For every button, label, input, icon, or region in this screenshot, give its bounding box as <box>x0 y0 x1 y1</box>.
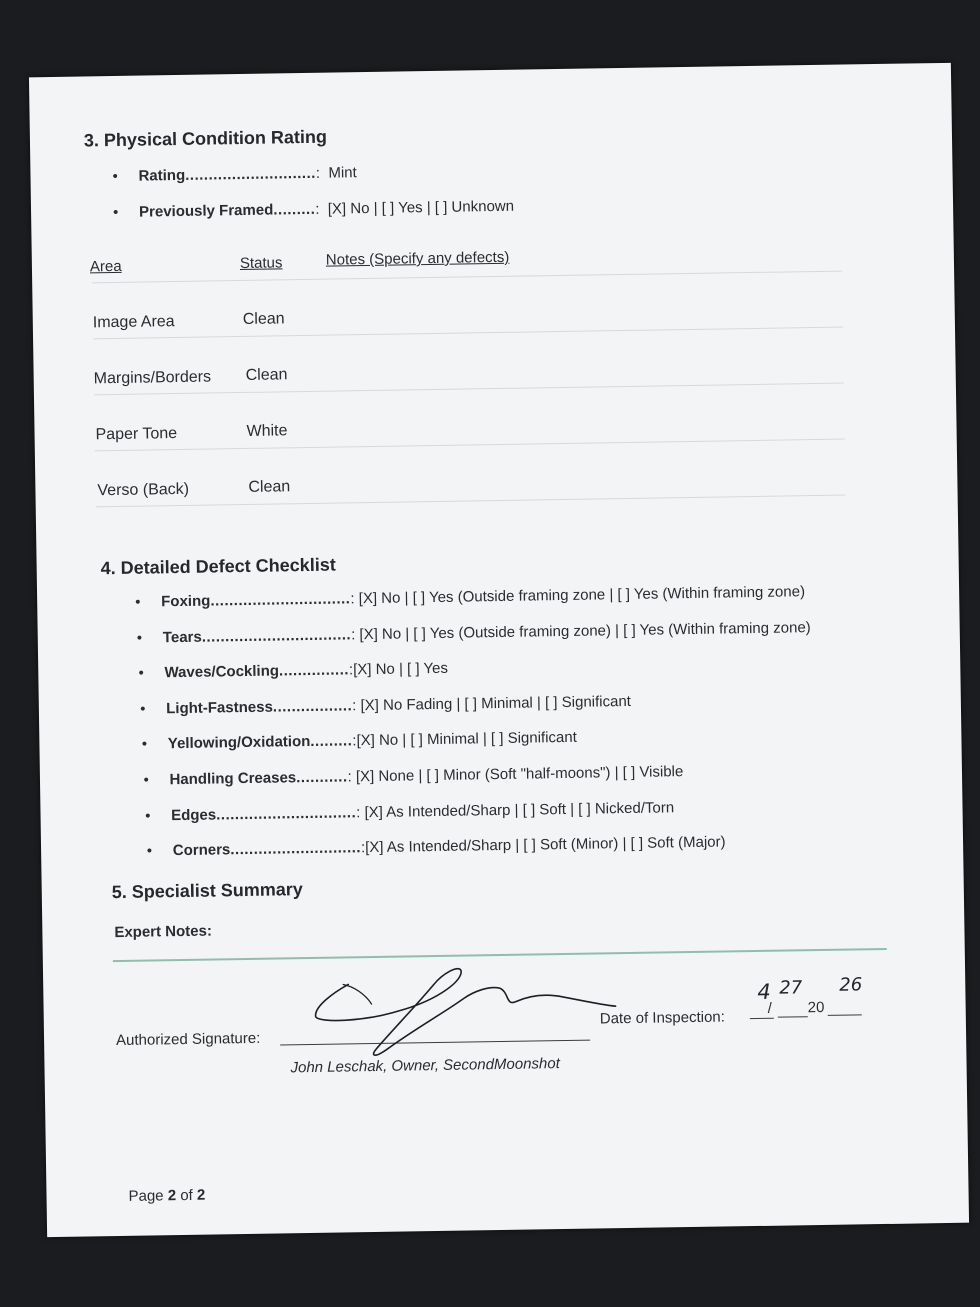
checklist-label: Corners <box>172 841 231 860</box>
bullet-icon: • <box>145 807 151 825</box>
checklist-value: :[X] As Intended/Sharp | [ ] Soft (Minor) | [ ] Soft (Major) <box>360 833 726 857</box>
date-day-line <box>778 1016 808 1017</box>
previously-framed-field <box>112 197 515 222</box>
checklist-value: : [X] No | [ ] Yes (Outside framing zone) | [ ] Yes (Within framing zone) <box>350 618 811 643</box>
date-year-line <box>828 1014 862 1016</box>
checklist-item <box>141 729 577 754</box>
checklist-item <box>135 583 806 611</box>
date-label: Date of Inspection: <box>599 1008 726 1028</box>
checklist-label: Edges <box>171 806 217 824</box>
bullet-icon: • <box>140 700 146 718</box>
checklist-label: Light-Fastness <box>166 698 273 718</box>
date-month-line <box>750 1018 774 1019</box>
table-cell-status: Clean <box>245 366 288 384</box>
date-century: 20 <box>807 998 825 1017</box>
table-cell-area: Image Area <box>92 313 175 332</box>
table-cell-area: Paper Tone <box>95 425 178 444</box>
document-page <box>29 63 969 1237</box>
rating-label: Rating <box>138 166 186 185</box>
previously-framed-label: Previously Framed <box>138 201 274 221</box>
checklist-item <box>146 833 726 860</box>
checklist-value: :[X] No | [ ] Yes <box>348 659 449 679</box>
leader-dots: ............................ <box>230 839 362 859</box>
checklist-value: : [X] As Intended/Sharp | [ ] Soft | [ ] Nicked/Torn <box>356 798 675 821</box>
section-4-title: 4. Detailed Defect Checklist <box>100 554 336 579</box>
signer-name: John Leschak, Owner, SecondMoonshot <box>290 1055 560 1077</box>
leader-dots: ......... <box>273 200 316 219</box>
bullet-icon: • <box>135 593 141 611</box>
checklist-value: : [X] No Fading | [ ] Minimal | [ ] Significant <box>352 692 632 715</box>
table-rule <box>96 495 846 508</box>
checklist-item <box>136 618 811 647</box>
bullet-icon: • <box>143 771 149 789</box>
leader-dots: .............................. <box>216 803 357 824</box>
checklist-value: : [X] No | [ ] Yes (Outside framing zone | [ ] Yes (Within framing zone) <box>350 583 806 608</box>
table-rule <box>95 439 845 452</box>
page-total: 2 <box>196 1186 206 1204</box>
checklist-item <box>145 798 675 825</box>
leader-dots: ............... <box>278 661 350 680</box>
leader-dots: ......... <box>310 732 353 751</box>
date-month: 4 <box>757 979 771 1004</box>
table-cell-status: Clean <box>248 478 291 496</box>
table-cell-status: White <box>246 422 288 440</box>
separator: : <box>315 200 320 218</box>
checklist-label: Tears <box>162 628 202 646</box>
page-of: of <box>180 1186 193 1205</box>
leader-dots: .............................. <box>210 590 351 610</box>
checklist-label: Waves/Cockling <box>164 662 280 682</box>
table-rule <box>93 327 843 340</box>
expert-notes-line <box>113 948 887 962</box>
column-header-status: Status <box>239 254 283 273</box>
leader-dots: ........... <box>296 768 348 787</box>
page-word: Page <box>128 1187 164 1205</box>
bullet-icon: • <box>112 203 119 222</box>
table-cell-status: Clean <box>242 310 285 328</box>
handwritten-signature <box>293 960 635 1065</box>
checklist-item <box>138 659 449 682</box>
date-slash: / <box>767 999 772 1017</box>
leader-dots: ................................ <box>201 625 352 646</box>
checklist-item <box>143 763 684 789</box>
bullet-icon: • <box>112 167 118 186</box>
expert-notes-text: Expert Notes: <box>114 922 213 942</box>
leader-dots: ................. <box>272 697 353 716</box>
bullet-icon: • <box>138 664 144 682</box>
column-header-notes: Notes (Specify any defects) <box>325 248 510 269</box>
page-current: 2 <box>167 1187 177 1205</box>
date-year: 26 <box>839 974 863 996</box>
checklist-value: :[X] No | [ ] Minimal | [ ] Significant <box>352 729 577 750</box>
rating-value: Mint <box>328 164 357 182</box>
checklist-label: Handling Creases <box>169 769 297 789</box>
bullet-icon: • <box>141 735 148 754</box>
section-3-title: 3. Physical Condition Rating <box>83 126 328 151</box>
separator: : <box>315 164 321 182</box>
page-number <box>128 1187 205 1205</box>
rating-field <box>112 164 357 186</box>
signature-label: Authorized Signature: <box>115 1029 261 1050</box>
checklist-value: : [X] None | [ ] Minor (Soft "half-moons") | [ ] Visible <box>347 763 684 786</box>
previously-framed-value: [X] No | [ ] Yes | [ ] Unknown <box>327 197 515 218</box>
section-5-title: 5. Specialist Summary <box>111 879 303 903</box>
table-rule <box>92 271 842 284</box>
leader-dots: ............................ <box>185 164 316 184</box>
table-cell-area: Margins/Borders <box>93 368 212 388</box>
checklist-item <box>140 692 632 718</box>
checklist-label: Yellowing/Oxidation <box>167 733 311 753</box>
bullet-icon: • <box>146 842 153 860</box>
column-header-area: Area <box>89 257 122 276</box>
table-cell-area: Verso (Back) <box>97 480 190 500</box>
bullet-icon: • <box>136 629 143 647</box>
checklist-label: Foxing <box>161 592 211 611</box>
date-day: 27 <box>779 977 803 999</box>
expert-notes-label <box>114 923 212 942</box>
